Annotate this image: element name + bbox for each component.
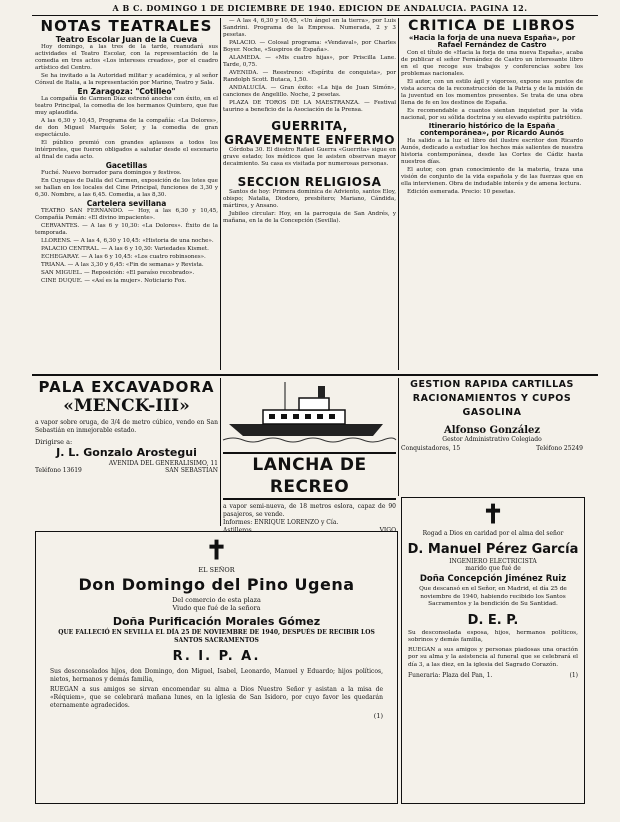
paragraph: El autor, con gran conocimiento de la materia, traza una visión de conjunto de la vida española y de las fuerzas que en ella intervienen. Obra de indudable interés y de amena lectura.	[401, 167, 583, 187]
obit2-footer: Funeraria: Plaza del Pan, 1.	[408, 672, 493, 679]
ad-gestion-role: Gestor Administrativo Colegiado	[442, 436, 542, 443]
column-theatre	[35, 18, 218, 372]
column-books	[401, 18, 583, 372]
listing-item: TEATRO SAN FERNANDO. — Hoy, a las 6,30 y 10,45, Compañía Pemán: «El divino impaciente».	[35, 208, 218, 221]
obit1-line2: Viudo que fué de la señora	[172, 604, 261, 612]
listing-item: SAN MIGUEL. — Reposición: «El paraíso recobrado».	[41, 270, 195, 276]
paragraph: En Cuyugas de Dalila del Carmen, exposición de los lotes que se hallan en los locales del Cine Principal, funciones de 3,30 y 6,30. Nombre, a las 6,45. Comedia, a las 8,30.	[35, 178, 218, 198]
ad-excavator-phone: Teléfono 13619	[35, 467, 82, 474]
listing-item: ECHEGARAY. — A las 6 y 10,45: «Los cuatro robinsones».	[41, 254, 206, 260]
section-heading: En Zaragoza: "Cotilleo"	[77, 87, 176, 96]
column-middle	[223, 18, 396, 372]
obit1-ripa: R. I. P. A.	[172, 649, 261, 664]
ad-gestion-address: Conquistadores, 15	[401, 445, 461, 452]
listings	[35, 208, 218, 285]
obit1-request: RUEGAN a sus amigos se sirvan encomendar su alma a Dios Nuestro Señor y asistan a la misa de «Réquiem», que se celebrará mañana lunes, en la iglesia de San Isidoro, por cuyo favor les quedarán eternamente agradecidos.	[50, 686, 383, 709]
obituary-perez-garcia	[401, 497, 585, 804]
header-rule	[32, 15, 598, 16]
cross-icon: ✝	[482, 500, 504, 530]
obit2-job: INGENIERO ELECTRICISTA	[449, 558, 537, 565]
ad-boat-body: a vapor semi-nueva, de 18 metros eslora, capaz de 90 pasajeros, se vende.	[223, 503, 396, 518]
page-header: A B C. DOMINGO 1 DE DICIEMBRE DE 1940. EDICION DE ANDALUCIA. PAGINA 12.	[112, 3, 528, 13]
obit1-line1: Del comercio de esta plaza	[172, 596, 261, 604]
obit2-death: Que descansó en el Señor, en Madrid, el día 25 de noviembre de 1940, habiendo recibido los Santos Sacramentos y la bendición de Su Santidad.	[419, 586, 567, 607]
ad-boat-place: Astilleros	[223, 527, 252, 534]
boat-hull	[229, 424, 383, 436]
obit2-intro: Rogad a Dios en caridad por el alma del señor	[422, 530, 564, 537]
books-subtitle: «Hacia la forja de una nueva España», por Rafael Fernández de Castro	[408, 34, 576, 49]
section-heading: Gacetillas	[105, 161, 148, 170]
ad-excavator-address: AVENIDA DEL GENERALISIMO, 11	[108, 460, 218, 467]
paragraph: La compañía de Carmen Díaz estrenó anoche con éxito, en el teatro Principal, la comedia de los hermanos Quintero, que fue muy aplaudida.	[35, 96, 218, 116]
books-subtitle: Itinerario histórico de la España contemporánea», por Ricardo Aunós	[420, 122, 564, 137]
water	[223, 438, 396, 442]
ad-boat-info: Informes: ENRIQUE LORENZO y Cía.	[223, 519, 339, 526]
ad-boat-title: LANCHA DE RECREO	[223, 452, 396, 500]
paragraph: — A las 4, 6,30 y 10,45, «Un ángel en la tierra», por Luis Sandrini. Programa de la Empresa. Numerada, 2 y 3 pesetas.	[223, 18, 396, 38]
paragraph: Hoy domingo, a las tres de la tarde, reanudará sus actividades el Teatro Escolar, con la representación de la comedia en tres actos «Los intereses creados», por el cuadro artístico del Centro.	[35, 44, 218, 71]
obit1-name: Don Domingo del Pino Ugena	[78, 575, 355, 594]
section-heading: Cartelera sevillana	[86, 199, 167, 208]
paragraph: El público premió con grandes aplausos a todos los intérpretes, que fueron obligados a saludar desde el escenario al final de cada acto.	[35, 140, 218, 160]
listing-item: PALACIO CENTRAL. — A las 6 y 10,30: Variedades Kismet.	[41, 246, 209, 252]
ad-gestion-name: Alfonso González	[443, 425, 541, 436]
boat-funnel	[318, 386, 325, 398]
ad-excavator-contact: J. L. Gonzalo Arostegui	[56, 446, 197, 459]
guerrita-headline: GUERRITA, GRAVEMENTE ENFERMO	[224, 119, 395, 147]
obit1-mark: (1)	[373, 712, 383, 720]
paragraph: Con el título de «Hacia la forja de una nueva España», acaba de publicar el señor Fernández de Castro un interesante libro en el que recoge sus trabajos y conferencias sobre los problemas nacionales.	[401, 50, 583, 77]
obit2-request: RUEGAN a sus amigos y personas piadosas una oración por su alma y la asistencia al funeral que se celebrará el día 3, a las diez, en la iglesia del Sagrado Corazón.	[408, 646, 578, 668]
ad-gestion-title: GESTION RAPIDA CARTILLAS RACIONAMIENTOS Y CUPOS GASOLINA	[410, 379, 574, 418]
paragraph: Se ha invitado a la Autoridad militar y académica, y al señor Cónsul de Italia, a la representación por Marino, Teatro y Sala.	[35, 73, 218, 86]
ad-excavator-body: a vapor sobre oruga, de 3/4 de metro cúbico, vendo en San Sebastián en inmejorable estado.	[35, 419, 218, 434]
books-title: CRITICA DE LIBROS	[408, 18, 576, 34]
listing-item: CERVANTES. — A las 6 y 10,30: «La Dolores». Éxito de la temporada.	[35, 223, 218, 236]
column-divider	[398, 378, 399, 496]
cross-icon: ✝	[205, 536, 228, 566]
ad-excavator-title: PALA EXCAVADORA	[38, 378, 215, 396]
obit1-death: QUE FALLECIÓ EN SEVILLA EL DÍA 25 DE NOVIEMBRE DE 1940, DESPUÉS DE RECIBIR LOS SANTOS SACRAMENTOS	[58, 629, 375, 644]
paragraph: PALACIO. — Colosal programa: «Vendaval», por Charles Boyer. Noche, «Suspiros de España».	[223, 40, 396, 53]
obit2-name: D. Manuel Pérez García	[407, 542, 579, 557]
ad-excavator-model: «MENCK-III»	[63, 396, 190, 416]
listing-item: LLORENS. — A las 4, 6,30 y 10,45: «Historia de una noche».	[41, 238, 214, 244]
column-divider	[220, 18, 221, 370]
obit2-mark: (1)	[569, 672, 578, 679]
paragraph: Córdoba 30. El diestro Rafael Guerra «Guerrita» sigue en grave estado; los médicos que le asisten observan mayor decaimiento. Su casa es visitada por numerosas personas.	[223, 147, 396, 167]
paragraph: A las 6,30 y 10,45, Programa de la compañía: «La Dolores», de don Miguel Marqués Soler, y la comedia de gran espectáculo.	[35, 118, 218, 138]
paragraph: ANDALUCÍA. — Gran éxito: «La hija de Juan Simón», canciones de Angelillo. Noche, 2 pesetas.	[223, 85, 396, 98]
ad-excavator	[35, 378, 218, 526]
obit2-family: Su desconsolada esposa, hijos, hermanos políticos, sobrinos y demás familia,	[408, 629, 578, 643]
theatre-subtitle: Teatro Escolar Juan de la Cueva	[55, 35, 198, 44]
religious-headline: SECCION RELIGIOSA	[237, 175, 382, 189]
paragraph: Fuché. Nuevo borrador para domingos y festivos.	[41, 170, 182, 176]
ad-excavator-contact-label: Dirigirse a:	[35, 438, 73, 446]
paragraph: AVENIDA. — Reestreno: «Espíritu de conquista», por Randolph Scott. Butaca, 1,50.	[223, 70, 396, 83]
paragraph: Santos de hoy: Primera dominica de Adviento, santos Eloy, obispo; Natalia, Diodoro, presbítero; Mariano, Cándida, mártires, y Ansano.	[223, 189, 396, 209]
ad-boat-city: VIGO	[379, 527, 396, 534]
paragraph: Ha salido a la luz el libro del ilustre escritor don Ricardo Aunós, dedicado a estudiar los hechos más salientes de nuestra historia contemporánea, desde las Cortes de Cádiz hasta nuestros días.	[401, 138, 583, 165]
obit1-widow: Doña Purificación Morales Gómez	[112, 615, 321, 628]
boat-illustration	[223, 378, 396, 448]
obit2-wife: Doña Concepción Jiménez Ruiz	[419, 574, 567, 584]
column-divider	[220, 378, 221, 526]
paragraph: ALAMEDA. — «Mis cuatro hijas», por Priscilla Lane. Tarde, 0,75.	[223, 55, 396, 68]
ad-gestion	[401, 378, 583, 494]
obit2-dep: D. E. P.	[467, 612, 519, 628]
obit1-family: Sus desconsolados hijos, don Domingo, don Miguel, Isabel, Leonardo, Manuel y Eduardo; hijos políticos, nietos, hermanos y demás familia,	[50, 668, 383, 683]
obit2-relation: marido que fué de	[465, 565, 521, 572]
boat-bridge	[299, 398, 329, 410]
ad-excavator-city: SAN SEBASTIAN	[165, 467, 218, 474]
ad-boat	[223, 378, 396, 534]
obit1-label: EL SEÑOR	[198, 566, 235, 574]
ad-gestion-phone: Teléfono 25249	[536, 445, 583, 452]
paragraph: PLAZA DE TOROS DE LA MAESTRANZA. — Festival taurino a beneficio de la Asociación de la Prensa.	[223, 100, 396, 113]
column-divider	[398, 18, 399, 370]
section-rule	[32, 374, 598, 376]
paragraph: El autor, con un estilo ágil y vigoroso, expone sus puntos de vista acerca de la reconstrucción de la Patria y de la misión de la juventud en los momentos presentes. Se trata de una obra llena de fe en los destinos de España.	[401, 79, 583, 106]
paragraph: Es recomendable a cuantos sientan inquietud por la vida nacional, por su sólida doctrina y su elevado espíritu patriótico.	[401, 108, 583, 121]
listing-item: TRIANA. — A las 3,30 y 6,45: «Fin de semana» y Revista.	[41, 262, 204, 268]
obituary-del-pino	[35, 531, 398, 804]
paragraph: Jubileo circular: Hoy, en la parroquia de San Andrés, y mañana, en la de la Concepción (Sevilla).	[223, 211, 396, 224]
listing-item: CINE DUQUE. — «Así es la mujer». Noticiario Fox.	[41, 278, 187, 284]
paragraph: Edición esmerada. Precio: 10 pesetas.	[407, 189, 516, 195]
theatre-title: NOTAS TEATRALES	[40, 17, 213, 35]
